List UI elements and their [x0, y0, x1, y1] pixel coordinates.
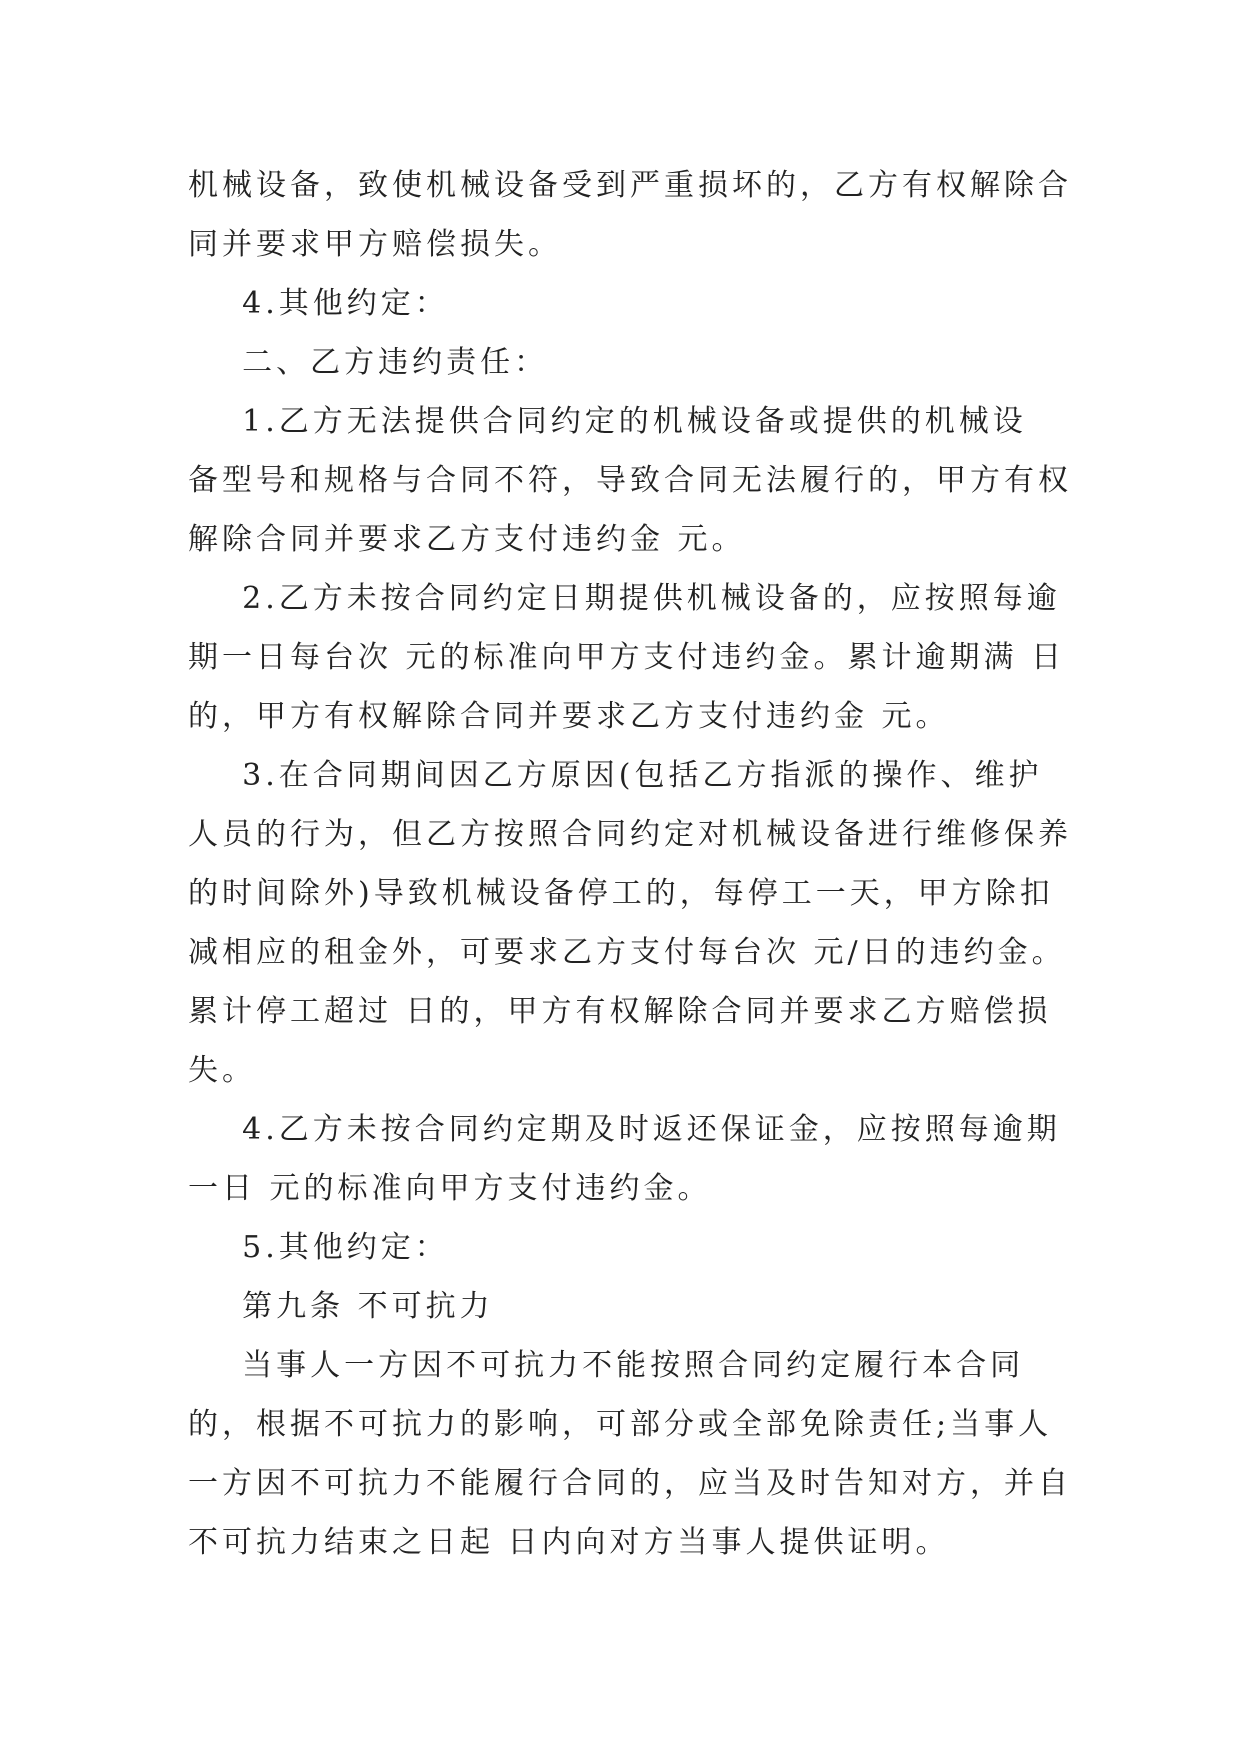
text-line: 1.乙方无法提供合同约定的机械设备或提供的机械设 — [188, 404, 1027, 439]
text-line: 机械设备，致使机械设备受到严重损坏的，乙方有权解除合 — [188, 168, 1072, 203]
text-line: 期一日每台次 元的标准向甲方支付违约金。累计逾期满 日 — [188, 640, 1066, 675]
text-line: 减相应的租金外，可要求乙方支付每台次 元/日的违约金。 — [188, 935, 1066, 970]
text-line: 4.其他约定： — [188, 286, 449, 321]
text-line: 失。 — [188, 1053, 256, 1088]
text-line: 一日 元的标准向甲方支付违约金。 — [188, 1171, 712, 1206]
text-line: 的时间除外)导致机械设备停工的，每停工一天，甲方除扣 — [188, 876, 1054, 911]
text-line: 备型号和规格与合同不符，导致合同无法履行的，甲方有权 — [188, 463, 1072, 498]
text-line: 一方因不可抗力不能履行合同的，应当及时告知对方，并自 — [188, 1466, 1072, 1501]
text-line: 5.其他约定： — [188, 1230, 449, 1265]
document-body — [188, 156, 1072, 1572]
section-heading: 二、乙方违约责任： — [188, 345, 549, 380]
text-line: 的，根据不可抗力的影响，可部分或全部免除责任;当事人 — [188, 1407, 1053, 1442]
text-line: 3.在合同期间因乙方原因(包括乙方指派的操作、维护 — [188, 758, 1043, 793]
text-line: 当事人一方因不可抗力不能按照合同约定履行本合同 — [188, 1348, 1025, 1383]
text-line: 人员的行为，但乙方按照合同约定对机械设备进行维修保养 — [188, 817, 1072, 852]
article-heading: 第九条 不可抗力 — [188, 1289, 494, 1324]
text-line: 同并要求甲方赔偿损失。 — [188, 227, 562, 262]
text-line: 累计停工超过 日的，甲方有权解除合同并要求乙方赔偿损 — [188, 994, 1052, 1029]
text-line: 不可抗力结束之日起 日内向对方当事人提供证明。 — [188, 1525, 950, 1560]
text-line: 4.乙方未按合同约定期及时返还保证金，应按照每逾期 — [188, 1112, 1061, 1147]
text-line: 的，甲方有权解除合同并要求乙方支付违约金 元。 — [188, 699, 950, 734]
text-line: 解除合同并要求乙方支付违约金 元。 — [188, 522, 746, 557]
text-line: 2.乙方未按合同约定日期提供机械设备的，应按照每逾 — [188, 581, 1061, 616]
